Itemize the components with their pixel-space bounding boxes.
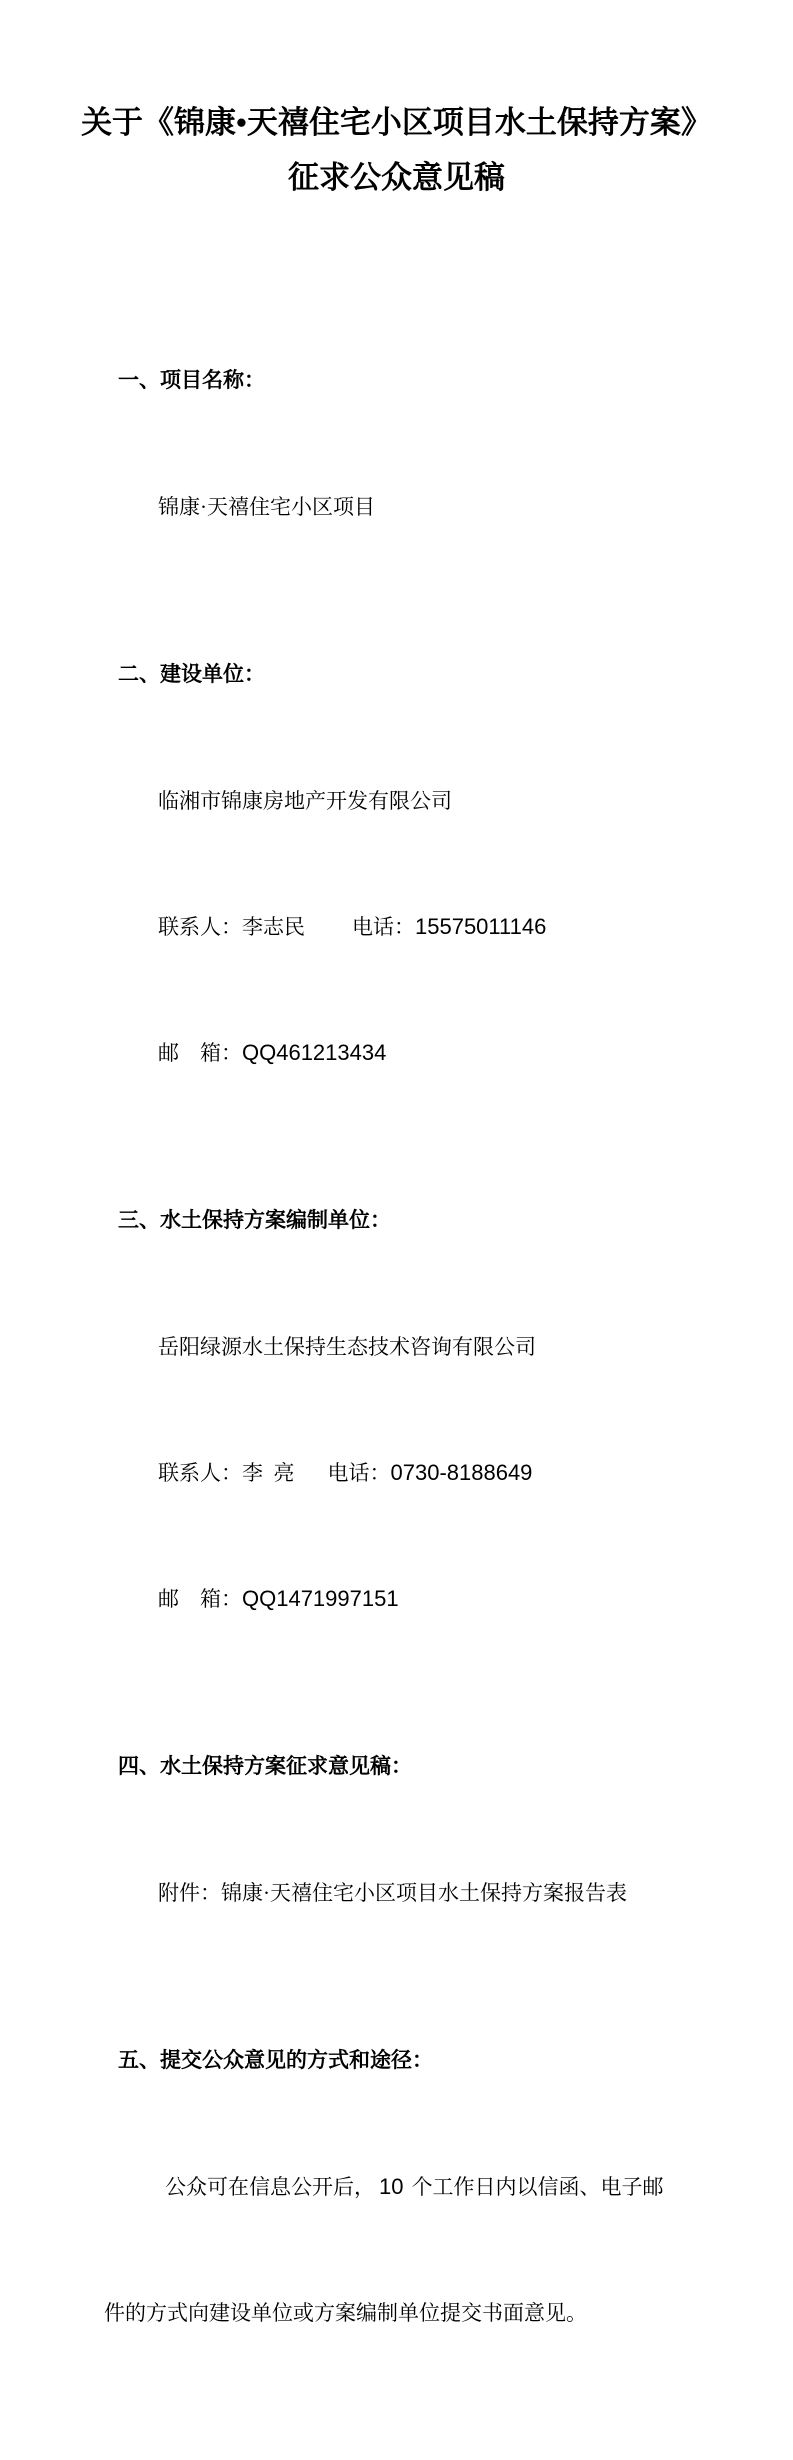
document-title — [0, 95, 793, 205]
title-line-2: 征求公众意见稿 — [288, 160, 505, 195]
builder-phone-number: 15575011146 — [415, 914, 547, 939]
consultant-phone-number: 0730-8188649 — [390, 1460, 533, 1485]
builder-contact-row — [158, 906, 676, 948]
builder-email-label-right: 箱： — [200, 1041, 242, 1065]
builder-email-label-left: 邮 — [158, 1041, 179, 1065]
builder-phone-label: 电话： — [352, 915, 415, 939]
title-line-1: 关于《锦康•天禧住宅小区项目水土保持方案》 — [81, 105, 712, 140]
consultant-contact-row — [158, 1452, 676, 1494]
consultant-email-value: QQ1471997151 — [242, 1586, 399, 1611]
consultant-phone-label: 电话： — [327, 1461, 391, 1485]
section-5-heading: 五、提交公众意见的方式和途径： — [118, 2049, 433, 2072]
paragraph-text-prefix: 公众可在信息公开后， — [165, 2175, 375, 2199]
consultant-contact-label: 联系人： — [158, 1461, 242, 1485]
attachment-line: 附件：锦康·天禧住宅小区项目水土保持方案报告表 — [158, 1881, 627, 1905]
consultant-contact-name: 李 亮 — [242, 1461, 295, 1485]
public-comment-paragraph-line-2: 件的方式向建设单位或方案编制单位提交书面意见。 — [104, 2301, 587, 2325]
public-comment-paragraph-line-1 — [165, 2166, 676, 2208]
builder-contact-label: 联系人： — [158, 915, 242, 939]
section-3-heading: 三、水土保持方案编制单位： — [118, 1209, 391, 1232]
section-1-heading: 一、项目名称： — [118, 369, 265, 392]
paragraph-text-suffix: 个工作日内以信函、电子邮 — [411, 2175, 664, 2199]
builder-email-value: QQ461213434 — [242, 1040, 387, 1065]
section-2-heading: 二、建设单位： — [118, 663, 265, 686]
working-days-number: 10 — [379, 2174, 404, 2199]
consultant-company-name: 岳阳绿源水土保持生态技术咨询有限公司 — [158, 1335, 536, 1359]
project-name: 锦康·天禧住宅小区项目 — [158, 495, 375, 519]
builder-company-name: 临湘市锦康房地产开发有限公司 — [158, 789, 452, 813]
document-body — [104, 234, 676, 2460]
consultant-email-row — [158, 1578, 676, 1620]
section-4-heading: 四、水土保持方案征求意见稿： — [118, 1755, 412, 1778]
consultant-email-label-left: 邮 — [158, 1587, 179, 1611]
builder-email-row — [158, 1032, 676, 1074]
consultant-email-label-right: 箱： — [200, 1587, 242, 1611]
builder-contact-name: 李志民 — [242, 915, 305, 939]
